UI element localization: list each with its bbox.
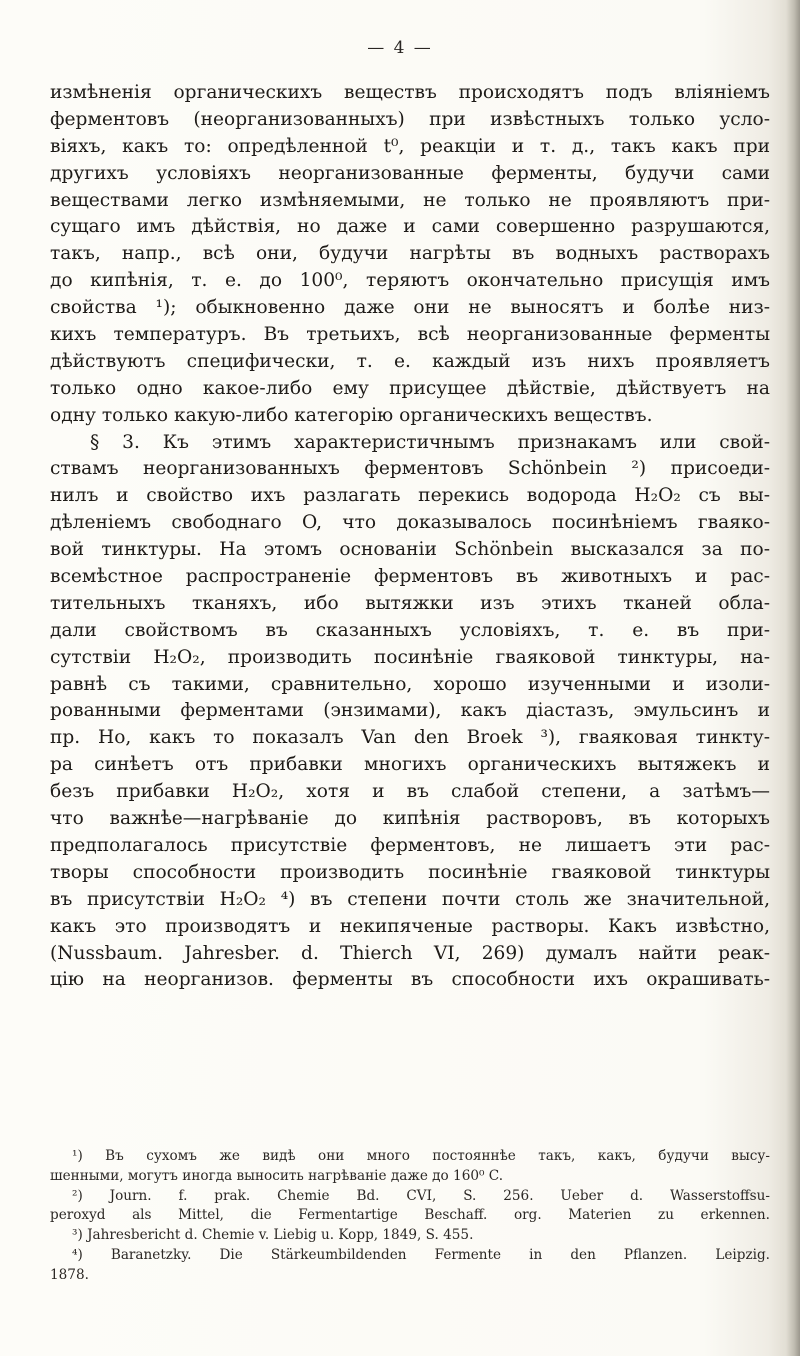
- text-line: всемѣстное распространеніе ферментовъ въ животныхъ и рас-: [50, 566, 770, 588]
- page-edge-shadow: [786, 0, 800, 1356]
- text-line: въ присутствіи H₂O₂ ⁴) въ степени почти столь же значительной,: [50, 888, 770, 910]
- text-line: такъ, напр., всѣ они, будучи нагрѣты въ водныхъ растворахъ: [50, 243, 770, 265]
- text-line: пр. Но, какъ то показалъ Van den Broek ³), гваяковая тинкту-: [50, 727, 770, 749]
- footnote-line: peroxyd als Mittel, die Fermentartige Beschaff. org. Materien zu erkennen.: [50, 1207, 770, 1224]
- text-line: безъ прибавки H₂O₂, хотя и въ слабой степени, а затѣмъ—: [50, 781, 770, 803]
- footnote-line: ³) Jahresbericht d. Chemie v. Liebig u. Kopp, 1849, S. 455.: [72, 1227, 474, 1244]
- section-heading-line: § 3. Къ этимъ характеристичнымъ признакамъ или свой-: [90, 431, 770, 453]
- text-line: сутствіи H₂O₂, производить посинѣніе гваяковой тинктуры, на-: [50, 646, 770, 668]
- text-line: цію на неорганизов. ферменты въ способности ихъ окрашивать-: [50, 969, 770, 991]
- text-line: кихъ температуръ. Въ третьихъ, всѣ неорганизованные ферменты: [50, 324, 770, 346]
- text-line: дѣленіемъ свободнаго O, что доказывалось посинѣніемъ гваяко-: [50, 512, 770, 534]
- footnote-line: ²) Journ. f. prak. Chemie Bd. CVI, S. 256. Ueber d. Wasserstoffsu-: [72, 1187, 770, 1204]
- text-line: только одно какое-либо ему присущее дѣйствіе, дѣйствуетъ на: [50, 377, 770, 399]
- text-line: что важнѣе—нагрѣваніе до кипѣнія растворовъ, въ которыхъ: [50, 808, 770, 830]
- text-line: веществами легко измѣняемыми, не только не проявляютъ при-: [50, 189, 770, 211]
- text-line: творы способности производить посинѣніе гваяковой тинктуры: [50, 861, 770, 883]
- text-line: измѣненія органическихъ веществъ происходятъ подъ вліяніемъ: [50, 82, 770, 103]
- page-number: — 4 —: [367, 38, 433, 58]
- footnote-line: ⁴) Baranetzky. Die Stärkeumbildenden Fermente in den Pflanzen. Leipzig.: [72, 1246, 770, 1263]
- text-line: какъ это производятъ и некипяченые растворы. Какъ извѣстно,: [50, 915, 770, 937]
- text-line: вой тинктуры. На этомъ основаніи Schönbein высказался за по-: [50, 539, 770, 561]
- footnote-line: 1878.: [50, 1266, 89, 1283]
- footnote-line: ¹) Въ сухомъ же видѣ они много постояннѣе такъ, какъ, будучи высу-: [72, 1148, 770, 1164]
- main-text: [50, 80, 770, 994]
- text-line: сущаго имъ дѣйствія, но даже и сами совершенно разрушаются,: [50, 216, 770, 238]
- text-line: ферментовъ (неорганизованныхъ) при извѣстныхъ только усло-: [50, 108, 770, 130]
- text-line: рованными ферментами (энзимами), какъ діастазъ, эмульсинъ и: [50, 700, 770, 722]
- text-line: до кипѣнія, т. е. до 100⁰, теряютъ окончательно присущія имъ: [50, 270, 770, 292]
- text-line: нилъ и свойство ихъ разлагать перекись водорода H₂O₂ съ вы-: [50, 485, 770, 507]
- footnotes: [50, 1147, 770, 1286]
- text-line: дали свойствомъ въ сказанныхъ условіяхъ, т. е. въ при-: [50, 619, 770, 641]
- text-line: равнѣ съ такими, сравнительно, хорошо изученными и изоли-: [50, 673, 770, 695]
- text-line: ра синѣетъ отъ прибавки многихъ органическихъ вытяжекъ и: [50, 754, 770, 776]
- text-line: предполагалось присутствіе ферментовъ, не лишаетъ эти рас-: [50, 834, 770, 856]
- text-line: ствамъ неорганизованныхъ ферментовъ Schönbein ²) присоеди-: [50, 458, 770, 480]
- footnote-line: шенными, могутъ иногда выносить нагрѣваніе даже до 160⁰ C.: [50, 1167, 504, 1184]
- text-line: дѣйствуютъ специфически, т. е. каждый изъ нихъ проявляетъ: [50, 350, 770, 372]
- text-line: одну только какую-либо категорію органическихъ веществъ.: [50, 404, 653, 426]
- text-line: віяхъ, какъ то: опредѣленной t⁰, реакціи и т. д., такъ какъ при: [50, 135, 770, 157]
- text-line: (Nussbaum. Jahresber. d. Thierch VI, 269) думалъ найти реак-: [50, 942, 770, 964]
- text-line: другихъ условіяхъ неорганизованные ферменты, будучи сами: [50, 162, 770, 184]
- text-line: тительныхъ тканяхъ, ибо вытяжки изъ этихъ тканей обла-: [50, 592, 770, 614]
- text-line: свойства ¹); обыкновенно даже они не выносятъ и болѣе низ-: [50, 297, 770, 319]
